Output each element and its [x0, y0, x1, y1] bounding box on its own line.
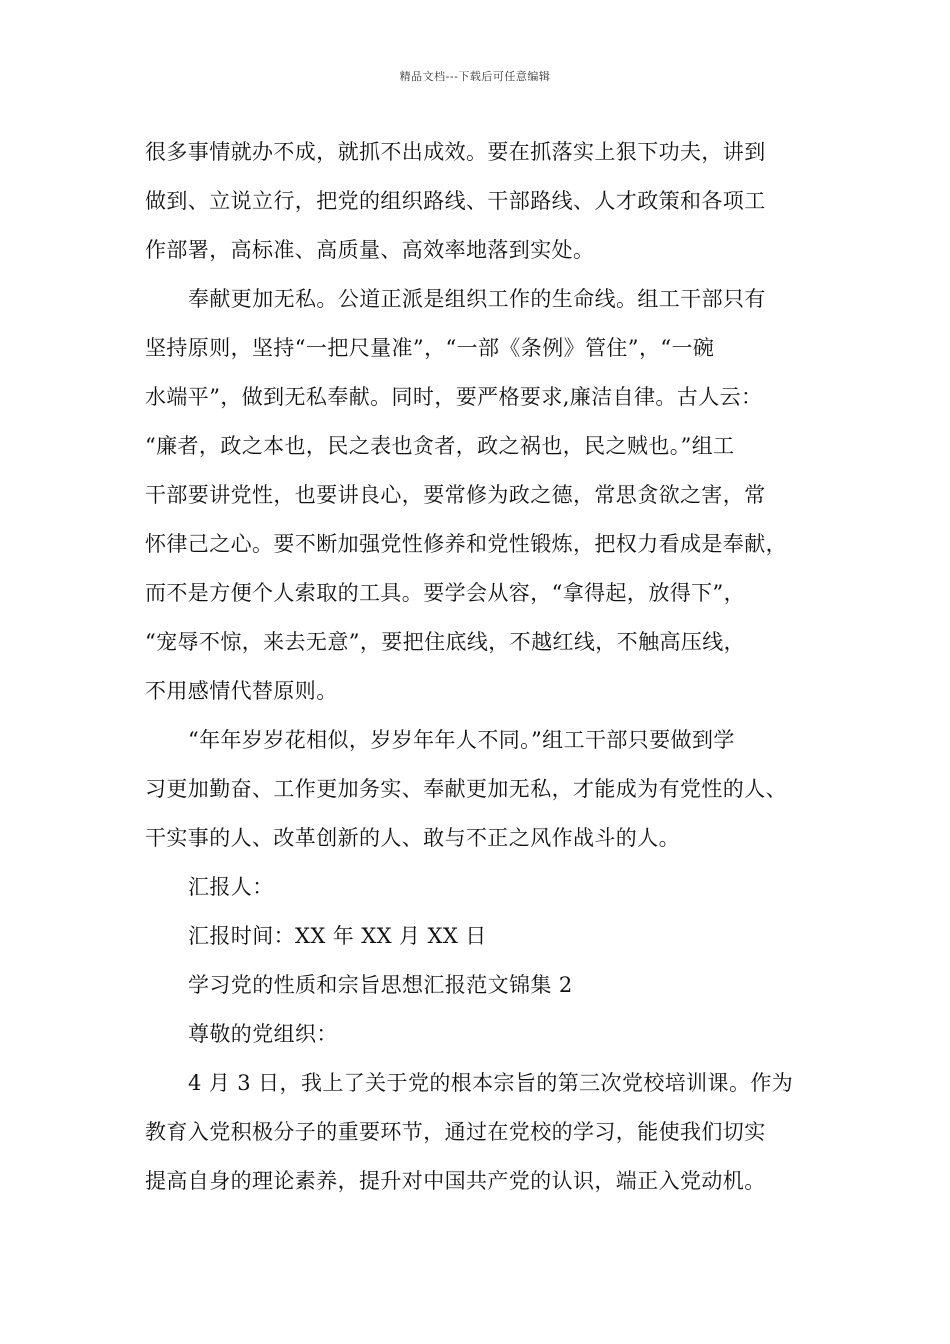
text-line: 干实事的人、改革创新的人、敢与不正之风作战斗的人。 [145, 826, 680, 850]
text-line: “宠辱不惊，来去无意”，要把住底线，不越红线，不触高压线， [145, 630, 746, 654]
text-line: 提高自身的理论素养，提升对中国共产党的认识，端正入党动机。 [145, 1169, 766, 1193]
text-line: 4 月 3 日，我上了关于党的根本宗旨的第三次党校培训课。作为 [188, 1071, 794, 1095]
text-line: 水端平”，做到无私奉献。同时，要严格要求,廉洁自律。古人云： [145, 385, 763, 409]
text-line: 尊敬的党组织： [188, 1022, 338, 1046]
text-line: 很多事情就办不成，就抓不出成效。要在抓落实上狠下功夫，讲到 [145, 140, 766, 164]
document-body [145, 132, 835, 1210]
text-line: 干部要讲党性，也要讲良心，要常修为政之德，常思贪欲之害，常 [145, 483, 766, 507]
text-line: 而不是方便个人索取的工具。要学会从容，“拿得起，放得下”， [145, 581, 746, 605]
text-line: “年年岁岁花相似，岁岁年年人不同。”组工干部只要做到学 [188, 728, 735, 752]
text-line: 奉献更加无私。公道正派是组织工作的生命线。组工干部只有 [188, 287, 766, 311]
text-line: 教育入党积极分子的重要环节，通过在党校的学习，能使我们切实 [145, 1120, 766, 1144]
text-line: 坚持原则，坚持“一把尺量准”，“一部《条例》管住”，“一碗 [145, 336, 715, 360]
text-line: 学习党的性质和宗旨思想汇报范文锦集 2 [188, 973, 573, 997]
text-line: 作部署，高标准、高质量、高效率地落到实处。 [145, 238, 595, 262]
text-line: 怀律己之心。要不断加强党性修养和党性锻炼，把权力看成是奉献， [145, 532, 787, 556]
page-header: 精品文档---下载后可任意编辑 [399, 70, 551, 83]
text-line: 不用感情代替原则。 [145, 679, 338, 703]
text-line: 做到、立说立行，把党的组织路线、干部路线、人才政策和各项工 [145, 189, 766, 213]
text-line: 汇报人： [188, 875, 274, 899]
text-line: 习更加勤奋、工作更加务实、奉献更加无私，才能成为有党性的人、 [145, 777, 787, 801]
text-line: “廉者，政之本也，民之表也贪者，政之祸也，民之贼也。”组工 [145, 434, 735, 458]
text-line: 汇报时间：XX 年 XX 月 XX 日 [188, 924, 487, 948]
